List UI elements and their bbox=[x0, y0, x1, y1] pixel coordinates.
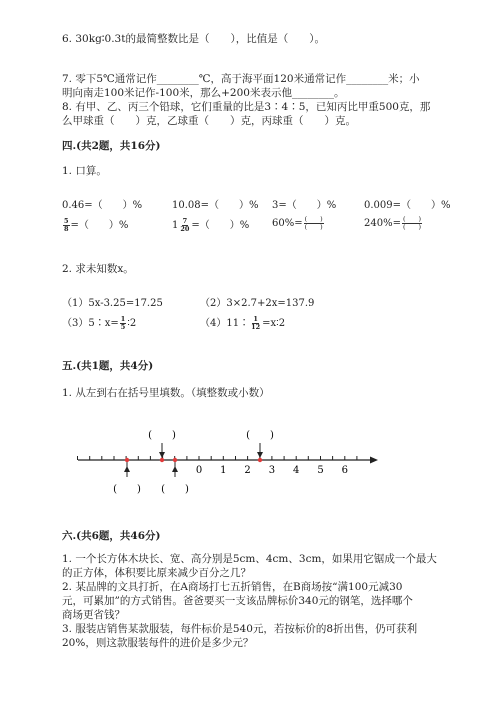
fraction: $\frac{5}{8}$ bbox=[64, 217, 69, 233]
oral-r1c3: 3=（ ）% bbox=[272, 200, 337, 211]
section-4-question-1: 1. 口算。 bbox=[62, 165, 107, 177]
section-6-question-1-line-1: 1. 一个长方体木块长、宽、高分别是5cm、4cm、3cm，如果用它锯成一个最大 bbox=[62, 553, 437, 565]
pointer-arrow-up-1 bbox=[124, 466, 130, 472]
minor-ticks bbox=[78, 456, 357, 460]
oral-r2c3: 60%= $\frac{( )}{( )}$ bbox=[272, 215, 323, 231]
section-6-heading: 六.(共6题，共46分) bbox=[62, 530, 161, 542]
tick-label: 3 bbox=[268, 465, 276, 476]
question-7-line-1: 7. 零下5℃通常记作________℃，高于海平面120米通常记作________米；小 bbox=[62, 73, 420, 85]
major-labels bbox=[196, 465, 348, 476]
section-5-question-1: 1. 从左到右在括号里填数。（填整数或小数） bbox=[62, 387, 270, 399]
equation-1: （1）5x-3.25=17.25 bbox=[62, 298, 163, 309]
number-line bbox=[0, 420, 500, 510]
section-4-question-2: 2. 求未知数x。 bbox=[62, 263, 134, 275]
section-6-question-3-line-1: 3. 服装店销售某款服装，每件标价是540元，若按标价的8折出售，仍可获利 bbox=[62, 623, 418, 635]
section-6-question-2-line-2: 元，可累加”的方式销售。爸爸要买一支该品牌标价340元的钢笔，选择哪个 bbox=[62, 595, 413, 607]
question-8-line-2: 么甲球重（ ）克，乙球重（ ）克，丙球重（ ）克。 bbox=[62, 115, 356, 127]
fraction: $\frac{( )}{( )}$ bbox=[304, 215, 323, 231]
answer-blank-top-2: ( ) bbox=[246, 430, 274, 441]
point-marker-2 bbox=[160, 458, 164, 462]
section-4-heading: 四.(共2题，共16分) bbox=[62, 140, 161, 152]
point-marker-1 bbox=[125, 458, 129, 462]
fraction: $\frac{( )}{( )}$ bbox=[402, 215, 422, 231]
tick-label: 1 bbox=[220, 465, 227, 476]
question-8-line-1: 8. 有甲、乙、丙三个铅球，它们重量的比是3∶4∶5，已知丙比甲重500克，那 bbox=[62, 101, 431, 113]
number-line-arrowhead bbox=[370, 457, 378, 464]
section-6-question-1-line-2: 的正方体，体积要比原来减少百分之几？ bbox=[62, 567, 251, 579]
pointer-arrow-down-4 bbox=[257, 452, 263, 458]
section-6-question-2-line-3: 商场更省钱？ bbox=[62, 609, 125, 621]
question-7-line-2: 明向南走100米记作-100米，那么+200米表示他________。 bbox=[62, 87, 345, 99]
tick-label: 2 bbox=[244, 465, 251, 476]
oral-r2c4: 240%= $\frac{( )}{( )}$ bbox=[364, 215, 422, 231]
tick-label: 4 bbox=[293, 465, 300, 476]
oral-r2c1: $\frac{5}{8}$ =（ ）% bbox=[64, 217, 129, 233]
tick-label: 0 bbox=[195, 465, 203, 476]
tick-label: 5 bbox=[317, 465, 324, 476]
section-6-question-3-line-2: 20%，则这款服装每件的进价是多少元？ bbox=[62, 637, 254, 649]
oral-r2c2: 1 $\frac{7}{20}$ =（ ）% bbox=[172, 217, 250, 233]
fraction: $\frac{7}{20}$ bbox=[180, 217, 190, 233]
oral-r1c2: 10.08=（ ）% bbox=[172, 200, 259, 211]
point-marker-4 bbox=[258, 458, 262, 462]
point-marker-3 bbox=[173, 458, 177, 462]
answer-blank-bottom-1: ( ) bbox=[113, 484, 141, 495]
section-6-question-2-line-1: 2. 某品牌的文具打折，在A商场打七五折销售，在B商场按“满100元减30 bbox=[62, 581, 403, 593]
fraction: $\frac{1}{5}$ bbox=[120, 315, 126, 331]
oral-r1c4: 0.009=（ ）% bbox=[364, 200, 451, 211]
pointer-arrow-down-2 bbox=[159, 452, 165, 458]
question-6: 6. 30kg∶0.3t的最简整数比是（ ），比值是（ ）。 bbox=[62, 33, 325, 45]
tick-label: 6 bbox=[341, 465, 348, 476]
oral-r1c1: 0.46=（ ）% bbox=[62, 200, 143, 211]
equation-2: （2）3×2.7+2x=137.9 bbox=[200, 298, 315, 309]
answer-blank-top-1: ( ) bbox=[148, 430, 176, 441]
section-5-heading: 五.(共1题，共4分) bbox=[62, 360, 154, 372]
answer-blank-bottom-2: ( ) bbox=[161, 484, 189, 495]
pointer-arrow-up-3 bbox=[172, 466, 178, 472]
equation-4: （4）11∶ $\frac{1}{12}$ =x∶2 bbox=[200, 315, 286, 331]
equation-3: （3）5∶x= $\frac{1}{5}$ ∶2 bbox=[62, 315, 137, 331]
fraction: $\frac{1}{12}$ bbox=[251, 315, 261, 331]
